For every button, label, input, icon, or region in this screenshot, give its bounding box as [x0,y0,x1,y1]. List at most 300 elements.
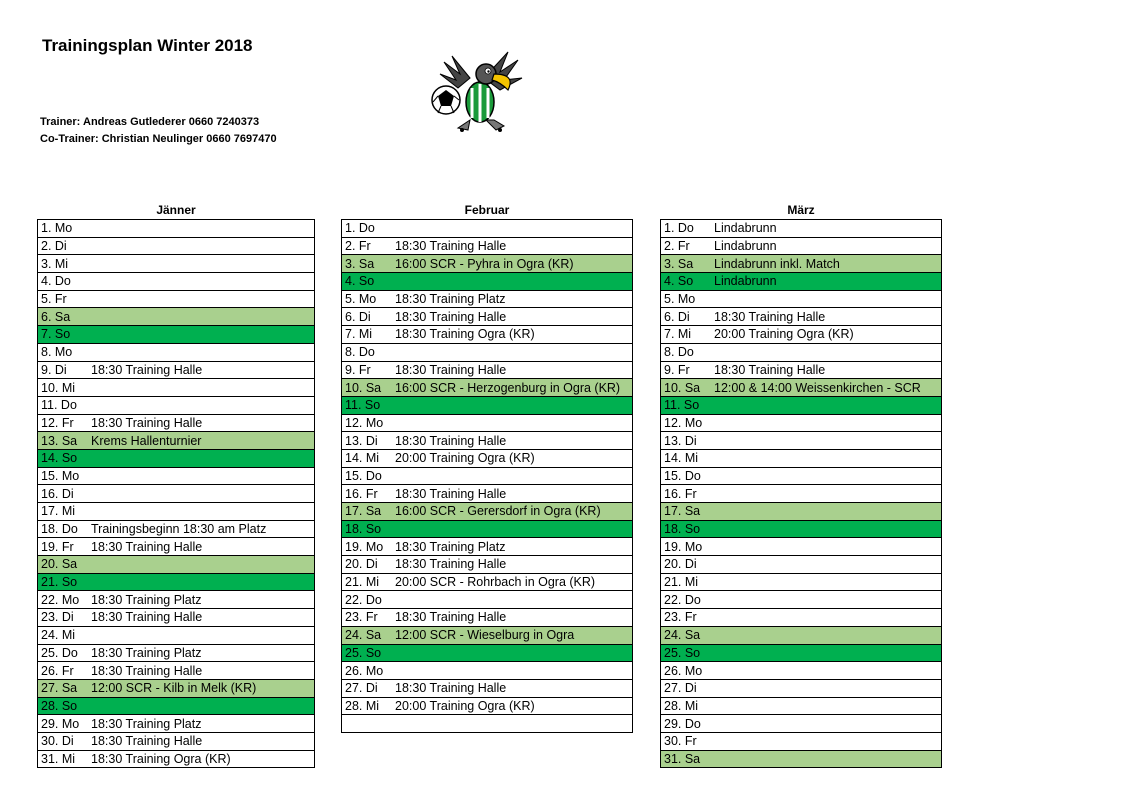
day-label: 9. Di [41,362,67,377]
table-cell [342,220,633,238]
table-row [38,220,315,238]
day-label: 6. Di [345,309,371,324]
table-cell [38,732,315,750]
table-row [38,308,315,326]
table-row [342,449,633,467]
table-row [661,732,942,750]
table-cell [38,308,315,326]
table-cell [342,697,633,715]
day-label: 13. Di [345,433,378,448]
day-label: 2. Fr [345,239,371,254]
day-label: 29. Do [664,716,701,731]
event-text: 18:30 Training Platz [91,716,202,731]
table-cell [342,538,633,556]
day-label: 31. Sa [664,751,701,766]
table-cell [38,414,315,432]
table-cell [38,715,315,733]
day-label: 21. Mi [345,575,380,590]
table-cell [342,449,633,467]
table-cell [661,273,942,291]
table-cell [342,255,633,273]
table-cell [661,715,942,733]
event-text: 18:30 Training Halle [91,610,203,625]
cotrainer-info: Co-Trainer: Christian Neulinger 0660 7697470 [40,133,277,145]
table-row [38,679,315,697]
table-cell [661,290,942,308]
day-label: 8. Do [345,345,375,360]
day-label: 8. Mo [41,345,73,360]
event-text: 18:30 Training Ogra (KR) [395,327,535,342]
table-row [661,573,942,591]
table-row [342,644,633,662]
table-row [661,449,942,467]
table-row [342,290,633,308]
table-cell [661,556,942,574]
table-row [342,396,633,414]
table-row [342,361,633,379]
table-row [661,396,942,414]
table-cell [342,290,633,308]
table-cell [661,237,942,255]
day-label: 14. Mi [664,451,699,466]
day-label: 16. Fr [345,486,378,501]
table-row [342,662,633,680]
table-cell [38,750,315,768]
event-text: 18:30 Training Halle [395,309,507,324]
table-row [38,520,315,538]
table-cell [38,432,315,450]
event-text: 16:00 SCR - Herzogenburg in Ogra (KR) [395,380,621,395]
day-label: 26. Fr [41,663,74,678]
table-cell [661,379,942,397]
table-row [38,379,315,397]
calendar-table [660,219,942,768]
day-label: 4. So [664,274,694,289]
event-text: 18:30 Training Halle [91,362,203,377]
event-text: Lindabrunn [714,239,777,254]
table-cell [38,237,315,255]
table-row [38,237,315,255]
day-label: 1. Mo [41,221,73,236]
day-label: 20. Sa [41,557,78,572]
day-label: 16. Fr [664,486,697,501]
day-label: 7. Mi [345,327,373,342]
day-label: 20. Di [345,557,378,572]
table-cell [661,697,942,715]
table-cell [661,255,942,273]
table-cell [661,750,942,768]
day-label: 15. Do [345,468,382,483]
event-text: Trainingsbeginn 18:30 am Platz [91,522,267,537]
table-row [661,520,942,538]
day-label: 4. Do [41,274,71,289]
table-row [38,255,315,273]
table-cell [661,679,942,697]
table-cell [38,255,315,273]
table-cell [38,290,315,308]
table-cell [661,520,942,538]
day-label: 26. Mo [345,663,384,678]
table-row [342,556,633,574]
event-text: 18:30 Training Halle [714,362,826,377]
table-row [661,609,942,627]
day-label: 29. Mo [41,716,80,731]
table-cell [342,662,633,680]
table-row [38,556,315,574]
table-cell [342,644,633,662]
table-row [661,467,942,485]
table-cell [342,432,633,450]
table-cell [661,662,942,680]
day-label: 9. Fr [345,362,371,377]
table-cell [342,626,633,644]
day-label: 20. Di [664,557,697,572]
table-row [661,361,942,379]
table-cell [661,503,942,521]
table-cell [342,396,633,414]
table-cell [661,485,942,503]
table-row [661,379,942,397]
event-text: 18:30 Training Halle [395,433,507,448]
table-cell [661,467,942,485]
table-row [38,273,315,291]
day-label: 11. So [345,398,381,413]
table-row [342,538,633,556]
table-row [342,485,633,503]
event-text: 18:30 Training Halle [395,681,507,696]
day-label: 6. Di [664,309,690,324]
table-row [661,697,942,715]
table-row [342,591,633,609]
day-label: 16. Di [41,486,74,501]
table-row [342,503,633,521]
table-cell [38,679,315,697]
day-label: 24. Sa [345,628,382,643]
day-label: 5. Mo [345,292,377,307]
table-cell [38,556,315,574]
day-label: 31. Mi [41,751,76,766]
table-row [38,503,315,521]
table-cell [342,679,633,697]
table-cell [38,467,315,485]
table-row [38,432,315,450]
table-cell [38,538,315,556]
day-label: 17. Mi [41,504,76,519]
day-label: 11. So [664,398,700,413]
day-label: 25. So [664,645,701,660]
day-label: 14. Mi [345,451,380,466]
event-text: 18:30 Training Halle [395,239,507,254]
table-row [38,467,315,485]
table-cell [661,644,942,662]
event-text: 18:30 Training Ogra (KR) [91,751,231,766]
event-text: 20:00 Training Ogra (KR) [395,698,535,713]
table-cell [342,556,633,574]
table-cell [342,715,633,733]
day-label: 10. Sa [664,380,701,395]
day-label: 1. Do [345,221,375,236]
table-cell [661,361,942,379]
day-label: 13. Sa [41,433,78,448]
table-row [661,503,942,521]
event-text: 18:30 Training Platz [91,592,202,607]
month-title: Jänner [156,203,196,217]
day-label: 17. Sa [664,504,701,519]
table-row [661,255,942,273]
month-march [660,202,942,768]
table-row [38,361,315,379]
table-row [342,255,633,273]
table-cell [342,467,633,485]
table-row [38,591,315,609]
table-cell [342,379,633,397]
event-text: 12:00 SCR - Wieselburg in Ogra [395,628,575,643]
event-text: 18:30 Training Halle [91,734,203,749]
table-row [342,343,633,361]
table-row [38,449,315,467]
day-label: 4. So [345,274,375,289]
day-label: 22. Mo [41,592,80,607]
day-label: 24. Sa [664,628,701,643]
table-row [342,237,633,255]
table-cell [661,609,942,627]
table-row [38,290,315,308]
day-label: 27. Di [664,681,697,696]
day-label: 10. Mi [41,380,76,395]
month-february [341,202,633,733]
club-mascot-logo-icon [424,44,528,136]
table-row [38,732,315,750]
table-cell [38,609,315,627]
table-cell [342,573,633,591]
event-text: Lindabrunn inkl. Match [714,256,840,271]
table-cell [661,732,942,750]
event-text: 20:00 Training Ogra (KR) [395,451,535,466]
event-text: 12:00 SCR - Kilb in Melk (KR) [91,681,257,696]
table-row [661,538,942,556]
table-row [661,220,942,238]
table-row [38,644,315,662]
table-row [661,343,942,361]
table-row [38,662,315,680]
table-cell [38,591,315,609]
table-cell [38,573,315,591]
table-row [661,237,942,255]
day-label: 24. Mi [41,628,76,643]
table-row [661,644,942,662]
table-cell [342,343,633,361]
day-label: 5. Mo [664,292,696,307]
event-text: 18:30 Training Halle [714,309,826,324]
table-row [342,697,633,715]
event-text: Lindabrunn [714,274,777,289]
table-row [342,626,633,644]
day-label: 11. Do [41,398,77,413]
day-label: 14. So [41,451,78,466]
table-row [38,750,315,768]
table-cell [38,379,315,397]
table-row [661,432,942,450]
table-cell [342,503,633,521]
day-label: 3. Sa [664,256,694,271]
table-row [342,308,633,326]
table-row [38,326,315,344]
table-row [38,414,315,432]
table-cell [342,485,633,503]
day-label: 15. Do [664,468,701,483]
day-label: 23. Fr [345,610,378,625]
day-label: 19. Mo [664,539,703,554]
day-label: 23. Fr [664,610,697,625]
event-text: 18:30 Training Halle [395,362,507,377]
event-text: 18:30 Training Platz [395,539,506,554]
day-label: 28. Mi [345,698,380,713]
table-row [342,609,633,627]
day-label: 1. Do [664,221,694,236]
day-label: 15. Mo [41,468,80,483]
table-row [38,538,315,556]
day-label: 7. So [41,327,71,342]
table-cell [661,343,942,361]
day-label: 30. Di [41,734,74,749]
event-text: 18:30 Training Platz [395,292,506,307]
event-text: 18:30 Training Halle [91,415,203,430]
table-row [342,220,633,238]
table-cell [38,396,315,414]
table-row [38,485,315,503]
day-label: 18. Do [41,522,78,537]
day-label: 22. Do [345,592,382,607]
table-row [342,432,633,450]
table-row [661,626,942,644]
table-cell [661,591,942,609]
day-label: 10. Sa [345,380,382,395]
day-label: 19. Mo [345,539,384,554]
day-label: 17. Sa [345,504,382,519]
table-cell [661,308,942,326]
table-row [38,609,315,627]
table-row [342,679,633,697]
day-label: 27. Sa [41,681,78,696]
table-cell [661,573,942,591]
table-row [38,343,315,361]
day-label: 2. Di [41,239,67,254]
event-text: 18:30 Training Halle [395,486,507,501]
table-row [661,591,942,609]
event-text: Lindabrunn [714,221,777,236]
day-label: 27. Di [345,681,378,696]
event-text: 18:30 Training Platz [91,645,202,660]
table-cell [38,343,315,361]
trainer-info: Trainer: Andreas Gutlederer 0660 7240373 [40,116,260,128]
table-cell [38,220,315,238]
day-label: 18. So [345,522,382,537]
table-cell [661,220,942,238]
table-cell [38,503,315,521]
table-row [38,626,315,644]
table-row [661,485,942,503]
table-cell [38,326,315,344]
table-cell [38,644,315,662]
event-text: 18:30 Training Halle [395,557,507,572]
event-text: Krems Hallenturnier [91,433,202,448]
table-cell [38,626,315,644]
day-label: 12. Mo [345,415,384,430]
table-row [661,414,942,432]
day-label: 5. Fr [41,292,67,307]
day-label: 7. Mi [664,327,692,342]
month-title: Februar [464,203,510,217]
day-label: 2. Fr [664,239,690,254]
table-cell [342,520,633,538]
table-cell [661,449,942,467]
table-cell [38,520,315,538]
event-text: 20:00 SCR - Rohrbach in Ogra (KR) [395,575,596,590]
day-label: 21. Mi [664,575,699,590]
table-cell [38,273,315,291]
day-label: 6. Sa [41,309,71,324]
table-row [38,697,315,715]
day-label: 3. Sa [345,256,375,271]
table-row [661,662,942,680]
table-cell [38,485,315,503]
table-cell [342,609,633,627]
event-text: 12:00 & 14:00 Weissenkirchen - SCR [714,380,921,395]
day-label: 13. Di [664,433,697,448]
table-row [342,414,633,432]
table-cell [661,538,942,556]
day-label: 12. Fr [41,415,74,430]
table-row [342,379,633,397]
table-row [342,715,633,733]
table-row [342,520,633,538]
table-cell [661,414,942,432]
event-text: 18:30 Training Halle [91,539,203,554]
table-row [342,573,633,591]
day-label: 28. Mi [664,698,699,713]
table-cell [38,662,315,680]
event-text: 18:30 Training Halle [395,610,507,625]
day-label: 30. Fr [664,734,697,749]
table-row [38,396,315,414]
table-row [342,467,633,485]
table-row [342,273,633,291]
table-row [661,290,942,308]
table-row [38,715,315,733]
table-cell [342,273,633,291]
day-label: 21. So [41,575,78,590]
month-january [37,202,315,768]
day-label: 8. Do [664,345,694,360]
table-cell [342,361,633,379]
table-row [661,556,942,574]
table-row [661,679,942,697]
day-label: 25. Do [41,645,78,660]
table-row [38,573,315,591]
day-label: 19. Fr [41,539,74,554]
day-label: 25. So [345,645,382,660]
table-cell [342,591,633,609]
event-text: 20:00 Training Ogra (KR) [714,327,854,342]
month-title: März [787,203,815,217]
table-row [342,326,633,344]
event-text: 16:00 SCR - Gerersdorf in Ogra (KR) [395,504,601,519]
calendar-table [341,219,633,733]
day-label: 22. Do [664,592,701,607]
calendar-table [37,219,315,768]
table-cell [342,308,633,326]
table-cell [661,626,942,644]
